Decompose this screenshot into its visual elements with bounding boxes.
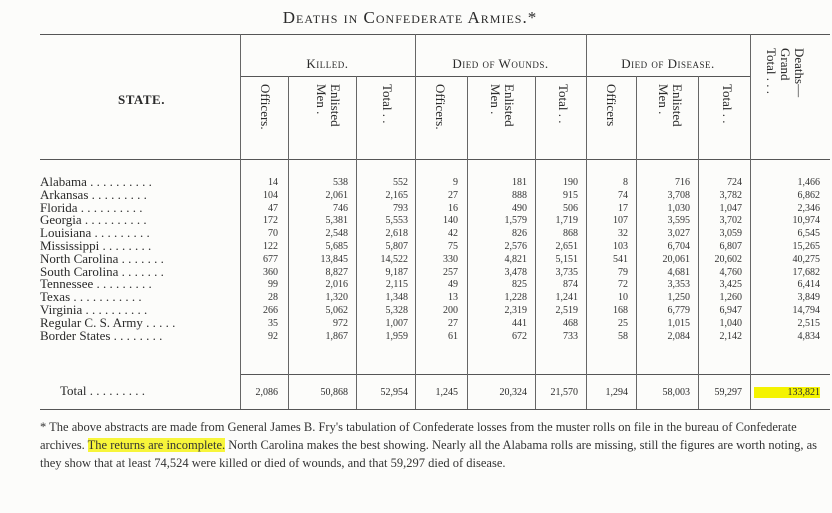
cell-wounds-total: 1,719 xyxy=(555,215,578,227)
state-name: Georgia . . . . . . . . . . xyxy=(40,212,147,228)
table-title: Deaths in Confederate Armies.* xyxy=(282,8,538,27)
cell-killed-enlisted: 746 xyxy=(333,202,348,214)
cell-wounds-enlisted: 826 xyxy=(512,228,527,240)
cell-grand-total: 10,974 xyxy=(792,215,820,227)
cell-disease-enlisted: 2,084 xyxy=(667,330,690,342)
cell-wounds-officers: 140 xyxy=(443,215,458,227)
cell-disease-officers: 72 xyxy=(618,279,628,291)
cell-killed-officers: 172 xyxy=(263,215,278,227)
cell-disease-total: 3,059 xyxy=(719,228,742,240)
cell-disease-officers: 541 xyxy=(613,253,628,265)
state-name: Mississippi . . . . . . . . xyxy=(40,238,152,253)
col-header-killed-total: Total . . xyxy=(380,84,395,124)
group-killed: Killed. xyxy=(306,56,349,71)
cell-disease-total: 1,040 xyxy=(719,317,742,329)
cell-wounds-enlisted: 441 xyxy=(512,317,527,329)
cell-wounds-total: 2,519 xyxy=(555,305,578,316)
cell-grand-total: 1,466 xyxy=(797,177,820,188)
total-disease-enlisted: 58,003 xyxy=(662,387,690,398)
cell-killed-officers: 47 xyxy=(268,202,278,214)
cell-grand-total: 6,414 xyxy=(797,279,820,291)
state-name: Louisiana . . . . . . . . . xyxy=(40,225,150,241)
cell-killed-officers: 266 xyxy=(263,305,278,316)
cell-disease-officers: 168 xyxy=(613,305,628,316)
cell-disease-enlisted: 4,681 xyxy=(667,266,690,278)
highlighted-text: The returns are incomplete. xyxy=(87,438,226,452)
total-label: Total . . . . . . . . . xyxy=(60,383,146,398)
total-killed-enlisted: 50,868 xyxy=(320,387,348,398)
cell-disease-enlisted: 3,027 xyxy=(667,228,690,240)
cell-disease-officers: 107 xyxy=(613,215,628,227)
state-name: North Carolina . . . . . . . xyxy=(40,250,164,266)
cell-wounds-officers: 49 xyxy=(448,279,458,291)
cell-killed-enlisted: 13,845 xyxy=(320,253,348,265)
cell-grand-total: 14,794 xyxy=(792,305,820,316)
cell-wounds-total: 868 xyxy=(563,228,578,240)
total-wounds-total: 21,570 xyxy=(550,387,578,398)
cell-wounds-enlisted: 672 xyxy=(512,330,527,342)
cell-disease-officers: 74 xyxy=(618,189,628,201)
total-disease-officers: 1,294 xyxy=(605,387,628,398)
cell-killed-total: 1,007 xyxy=(385,317,408,329)
cell-killed-enlisted: 5,381 xyxy=(325,215,348,227)
cell-disease-officers: 17 xyxy=(618,202,628,214)
cell-disease-enlisted: 1,015 xyxy=(667,317,690,329)
cell-disease-officers: 32 xyxy=(618,228,628,240)
cell-disease-total: 3,702 xyxy=(719,215,742,227)
cell-killed-officers: 104 xyxy=(263,189,278,201)
total-killed-total: 52,954 xyxy=(380,387,408,398)
divider-group xyxy=(415,34,416,409)
cell-killed-total: 1,348 xyxy=(385,292,408,304)
cell-grand-total: 2,346 xyxy=(797,202,820,214)
cell-killed-officers: 70 xyxy=(268,228,278,240)
cell-grand-total: 6,862 xyxy=(797,189,820,201)
cell-disease-enlisted: 20,061 xyxy=(662,253,690,265)
cell-disease-total: 6,947 xyxy=(719,305,742,316)
cell-disease-total: 724 xyxy=(727,177,742,188)
cell-killed-enlisted: 972 xyxy=(333,317,348,329)
state-column-header: STATE. xyxy=(118,92,165,107)
cell-wounds-officers: 27 xyxy=(448,189,458,201)
cell-disease-enlisted: 6,704 xyxy=(667,241,690,252)
cell-killed-officers: 99 xyxy=(268,279,278,291)
state-name: Alabama . . . . . . . . . . xyxy=(40,174,152,189)
cell-killed-officers: 28 xyxy=(268,292,278,304)
state-name: Virginia . . . . . . . . . . xyxy=(40,302,148,317)
state-name: Border States . . . . . . . . xyxy=(40,327,163,343)
cell-killed-officers: 360 xyxy=(263,266,278,278)
cell-grand-total: 3,849 xyxy=(797,292,820,304)
cell-killed-officers: 14 xyxy=(268,177,278,188)
footnote xyxy=(40,418,820,472)
col-header-killed-officers: Officers. xyxy=(258,84,273,130)
group-died-of-disease: Died of Disease. xyxy=(621,56,715,71)
col-header-wounds-officers: Officers. xyxy=(433,84,448,130)
cell-disease-total: 2,142 xyxy=(719,330,742,342)
cell-wounds-enlisted: 4,821 xyxy=(504,253,527,265)
cell-killed-officers: 92 xyxy=(268,330,278,342)
cell-killed-total: 5,807 xyxy=(385,241,408,252)
cell-grand-total: 6,545 xyxy=(797,228,820,240)
cell-wounds-officers: 27 xyxy=(448,317,458,329)
cell-killed-officers: 122 xyxy=(263,241,278,252)
cell-killed-total: 2,618 xyxy=(385,228,408,240)
cell-killed-total: 2,165 xyxy=(385,189,408,201)
total-wounds-enlisted: 20,324 xyxy=(499,387,527,398)
state-name: Arkansas . . . . . . . . . xyxy=(40,186,147,202)
group-died-of-wounds: Died of Wounds. xyxy=(452,56,549,71)
cell-killed-total: 552 xyxy=(393,177,408,188)
cell-grand-total: 2,515 xyxy=(797,317,820,329)
cell-wounds-officers: 42 xyxy=(448,228,458,240)
cell-killed-enlisted: 2,548 xyxy=(325,228,348,240)
cell-wounds-officers: 61 xyxy=(448,330,458,342)
footnote-text: * The above abstracts are made from General James B. Fry's tabulation of Confederate losses from the muster rolls on file in the bureau of Confederate archives. xyxy=(40,420,797,452)
cell-wounds-total: 2,651 xyxy=(555,241,578,252)
cell-disease-officers: 8 xyxy=(623,177,628,188)
col-header-disease-total: Total . . xyxy=(720,84,735,124)
cell-wounds-enlisted: 3,478 xyxy=(504,266,527,278)
cell-killed-enlisted: 5,062 xyxy=(325,305,348,316)
cell-disease-enlisted: 6,779 xyxy=(667,305,690,316)
cell-wounds-total: 915 xyxy=(563,189,578,201)
cell-disease-total: 6,807 xyxy=(719,241,742,252)
cell-wounds-total: 3,735 xyxy=(555,266,578,278)
total-disease-total: 59,297 xyxy=(714,387,742,398)
cell-wounds-enlisted: 490 xyxy=(512,202,527,214)
cell-wounds-officers: 330 xyxy=(443,253,458,265)
cell-grand-total: 15,265 xyxy=(792,241,820,252)
cell-killed-enlisted: 5,685 xyxy=(325,241,348,252)
total-grand-total: 133,821 xyxy=(754,387,820,398)
cell-killed-enlisted: 8,827 xyxy=(325,266,348,278)
top-rule xyxy=(40,34,830,35)
cell-wounds-officers: 75 xyxy=(448,241,458,252)
col-header-disease-enlisted: Enlisted Men . xyxy=(656,84,685,127)
cell-killed-total: 2,115 xyxy=(385,279,408,291)
cell-grand-total: 4,834 xyxy=(797,330,820,342)
cell-wounds-total: 874 xyxy=(563,279,578,291)
total-wounds-officers: 1,245 xyxy=(435,387,458,398)
cell-killed-total: 793 xyxy=(393,202,408,214)
cell-wounds-officers: 13 xyxy=(448,292,458,304)
cell-disease-officers: 58 xyxy=(618,330,628,342)
col-header-killed-enlisted: Enlisted Men . xyxy=(314,84,343,127)
cell-disease-enlisted: 3,595 xyxy=(667,215,690,227)
cell-wounds-officers: 9 xyxy=(453,177,458,188)
cell-disease-officers: 79 xyxy=(618,266,628,278)
cell-wounds-enlisted: 1,579 xyxy=(504,215,527,227)
bottom-rule xyxy=(40,409,830,410)
cell-wounds-enlisted: 1,228 xyxy=(504,292,527,304)
cell-killed-enlisted: 538 xyxy=(333,177,348,188)
col-header-grand-total: Deaths— Grand Total . . . xyxy=(764,48,807,98)
cell-wounds-total: 5,151 xyxy=(555,253,578,265)
group-rule xyxy=(240,76,750,77)
cell-wounds-total: 506 xyxy=(563,202,578,214)
cell-wounds-enlisted: 2,576 xyxy=(504,241,527,252)
col-header-wounds-enlisted: Enlisted Men . xyxy=(488,84,517,127)
cell-disease-enlisted: 3,353 xyxy=(667,279,690,291)
cell-grand-total: 17,682 xyxy=(792,266,820,278)
header-rule xyxy=(40,159,830,160)
cell-wounds-enlisted: 181 xyxy=(512,177,527,188)
cell-disease-total: 3,782 xyxy=(719,189,742,201)
state-name: South Carolina . . . . . . . xyxy=(40,263,164,279)
state-name: Texas . . . . . . . . . . . xyxy=(40,289,142,305)
cell-killed-enlisted: 2,061 xyxy=(325,189,348,201)
cell-wounds-enlisted: 888 xyxy=(512,189,527,201)
cell-disease-officers: 10 xyxy=(618,292,628,304)
cell-disease-enlisted: 1,250 xyxy=(667,292,690,304)
cell-wounds-total: 190 xyxy=(563,177,578,188)
cell-killed-enlisted: 2,016 xyxy=(325,279,348,291)
cell-wounds-total: 733 xyxy=(563,330,578,342)
footnote-text-continued: North Carolina makes the best showing. Nearly all the Alabama rolls are missing, still the figures are worth noting, as they show that at least 74,524 were killed or died of wounds, and that 59,297 died of disease. xyxy=(40,438,818,470)
cell-killed-officers: 677 xyxy=(263,253,278,265)
cell-disease-total: 1,260 xyxy=(719,292,742,304)
cell-killed-total: 1,959 xyxy=(385,330,408,342)
cell-wounds-officers: 200 xyxy=(443,305,458,316)
cell-killed-total: 5,328 xyxy=(385,305,408,316)
cell-wounds-enlisted: 2,319 xyxy=(504,305,527,316)
cell-disease-total: 1,047 xyxy=(719,202,742,214)
cell-disease-total: 20,602 xyxy=(714,253,742,265)
cell-wounds-officers: 257 xyxy=(443,266,458,278)
deaths-table xyxy=(30,34,828,410)
col-header-disease-officers: Officers xyxy=(604,84,619,127)
cell-disease-enlisted: 3,708 xyxy=(667,189,690,201)
total-killed-officers: 2,086 xyxy=(255,387,278,398)
cell-disease-officers: 103 xyxy=(613,241,628,252)
cell-killed-enlisted: 1,320 xyxy=(325,292,348,304)
cell-wounds-total: 468 xyxy=(563,317,578,329)
cell-disease-total: 3,425 xyxy=(719,279,742,291)
cell-wounds-enlisted: 825 xyxy=(512,279,527,291)
state-name: Tennessee . . . . . . . . . xyxy=(40,276,152,292)
divider-group xyxy=(586,34,587,409)
state-name: Florida . . . . . . . . . . xyxy=(40,199,143,215)
cell-killed-total: 9,187 xyxy=(385,266,408,278)
cell-wounds-total: 1,241 xyxy=(555,292,578,304)
cell-disease-enlisted: 1,030 xyxy=(667,202,690,214)
cell-killed-officers: 35 xyxy=(268,317,278,329)
cell-disease-enlisted: 716 xyxy=(675,177,690,188)
cell-killed-total: 14,522 xyxy=(380,253,408,265)
cell-grand-total: 40,275 xyxy=(792,253,820,265)
divider-group xyxy=(750,34,751,409)
cell-killed-total: 5,553 xyxy=(385,215,408,227)
cell-wounds-officers: 16 xyxy=(448,202,458,214)
col-header-wounds-total: Total . . xyxy=(556,84,571,124)
cell-disease-officers: 25 xyxy=(618,317,628,329)
cell-killed-enlisted: 1,867 xyxy=(325,330,348,342)
state-name: Regular C. S. Army . . . . . xyxy=(40,314,176,330)
cell-disease-total: 4,760 xyxy=(719,266,742,278)
